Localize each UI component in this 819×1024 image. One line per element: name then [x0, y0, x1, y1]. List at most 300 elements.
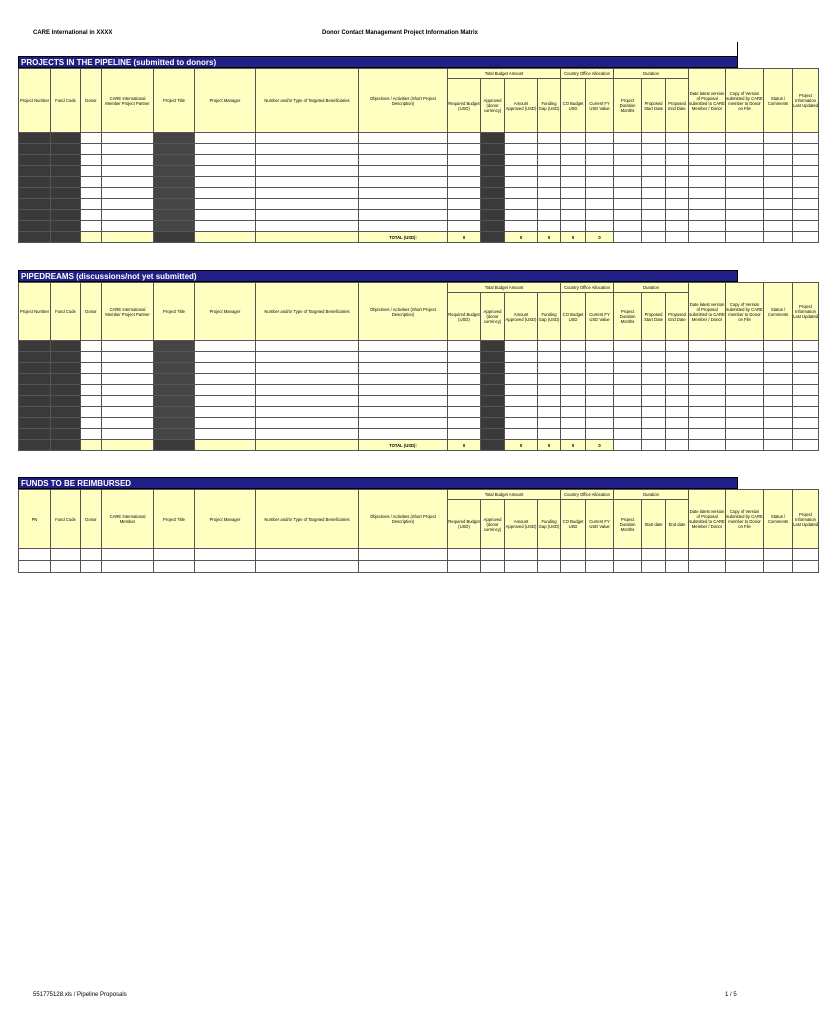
table-cell[interactable] [586, 418, 614, 429]
table-cell[interactable] [102, 363, 154, 374]
table-cell[interactable] [505, 561, 538, 573]
table-cell[interactable] [154, 133, 195, 144]
table-cell[interactable] [689, 407, 726, 418]
table-cell[interactable] [793, 418, 819, 429]
table-cell[interactable] [666, 199, 689, 210]
table-cell[interactable] [726, 177, 764, 188]
table-cell[interactable] [538, 144, 561, 155]
table-cell[interactable] [448, 144, 481, 155]
table-cell[interactable] [256, 199, 359, 210]
table-cell[interactable] [614, 210, 642, 221]
table-cell[interactable] [81, 561, 102, 573]
table-cell[interactable] [586, 210, 614, 221]
table-cell[interactable] [586, 177, 614, 188]
table-cell[interactable] [481, 188, 505, 199]
table-cell[interactable] [642, 199, 666, 210]
table-cell[interactable] [19, 363, 51, 374]
table-cell[interactable] [359, 407, 448, 418]
table-cell[interactable] [726, 188, 764, 199]
table-cell[interactable] [586, 199, 614, 210]
table-cell[interactable] [481, 561, 505, 573]
table-cell[interactable] [689, 549, 726, 561]
table-cell[interactable] [505, 166, 538, 177]
table-cell[interactable] [666, 352, 689, 363]
table-cell[interactable] [195, 418, 256, 429]
table-cell[interactable] [642, 341, 666, 352]
table-cell[interactable] [81, 221, 102, 232]
table-cell[interactable] [81, 155, 102, 166]
table-cell[interactable] [359, 549, 448, 561]
table-cell[interactable] [481, 177, 505, 188]
table-cell[interactable] [51, 418, 81, 429]
table-cell[interactable] [154, 341, 195, 352]
table-cell[interactable] [561, 396, 586, 407]
table-cell[interactable] [561, 561, 586, 573]
table-cell[interactable] [51, 155, 81, 166]
table-cell[interactable] [586, 133, 614, 144]
table-cell[interactable] [505, 177, 538, 188]
table-cell[interactable] [726, 396, 764, 407]
table-cell[interactable] [195, 341, 256, 352]
table-cell[interactable] [642, 407, 666, 418]
table-cell[interactable] [689, 385, 726, 396]
table-cell[interactable] [256, 429, 359, 440]
table-cell[interactable] [764, 352, 793, 363]
table-cell[interactable] [586, 363, 614, 374]
table-cell[interactable] [642, 352, 666, 363]
table-cell[interactable] [505, 374, 538, 385]
table-cell[interactable] [81, 385, 102, 396]
table-cell[interactable] [561, 341, 586, 352]
table-cell[interactable] [726, 210, 764, 221]
table-cell[interactable] [195, 155, 256, 166]
table-cell[interactable] [505, 144, 538, 155]
table-cell[interactable] [481, 155, 505, 166]
table-cell[interactable] [19, 396, 51, 407]
table-cell[interactable] [481, 352, 505, 363]
table-cell[interactable] [764, 385, 793, 396]
table-cell[interactable] [793, 177, 819, 188]
table-cell[interactable] [505, 549, 538, 561]
table-cell[interactable] [614, 396, 642, 407]
table-cell[interactable] [51, 177, 81, 188]
table-cell[interactable] [642, 363, 666, 374]
table-cell[interactable] [256, 221, 359, 232]
table-cell[interactable] [538, 341, 561, 352]
table-cell[interactable] [19, 144, 51, 155]
table-cell[interactable] [19, 418, 51, 429]
table-cell[interactable] [154, 363, 195, 374]
table-cell[interactable] [102, 385, 154, 396]
table-cell[interactable] [726, 561, 764, 573]
table-cell[interactable] [102, 396, 154, 407]
table-cell[interactable] [256, 407, 359, 418]
table-cell[interactable] [19, 155, 51, 166]
table-cell[interactable] [505, 221, 538, 232]
table-cell[interactable] [614, 166, 642, 177]
table-cell[interactable] [19, 429, 51, 440]
table-cell[interactable] [81, 341, 102, 352]
table-cell[interactable] [586, 407, 614, 418]
table-cell[interactable] [102, 177, 154, 188]
table-cell[interactable] [81, 133, 102, 144]
table-cell[interactable] [256, 188, 359, 199]
table-cell[interactable] [642, 221, 666, 232]
table-cell[interactable] [102, 352, 154, 363]
table-cell[interactable] [726, 144, 764, 155]
table-cell[interactable] [154, 188, 195, 199]
table-cell[interactable] [51, 385, 81, 396]
table-cell[interactable] [256, 561, 359, 573]
table-cell[interactable] [448, 177, 481, 188]
table-cell[interactable] [793, 210, 819, 221]
table-cell[interactable] [666, 133, 689, 144]
table-cell[interactable] [448, 155, 481, 166]
table-cell[interactable] [538, 199, 561, 210]
table-cell[interactable] [538, 374, 561, 385]
table-cell[interactable] [586, 144, 614, 155]
table-cell[interactable] [81, 188, 102, 199]
table-cell[interactable] [614, 549, 642, 561]
table-cell[interactable] [793, 221, 819, 232]
table-cell[interactable] [726, 352, 764, 363]
table-cell[interactable] [642, 429, 666, 440]
table-cell[interactable] [154, 177, 195, 188]
table-cell[interactable] [642, 210, 666, 221]
table-cell[interactable] [666, 418, 689, 429]
table-cell[interactable] [102, 341, 154, 352]
table-cell[interactable] [154, 155, 195, 166]
table-cell[interactable] [102, 166, 154, 177]
table-cell[interactable] [154, 549, 195, 561]
table-cell[interactable] [689, 341, 726, 352]
table-cell[interactable] [81, 429, 102, 440]
table-cell[interactable] [689, 144, 726, 155]
table-cell[interactable] [81, 418, 102, 429]
table-cell[interactable] [448, 199, 481, 210]
table-cell[interactable] [359, 561, 448, 573]
table-cell[interactable] [19, 385, 51, 396]
table-cell[interactable] [538, 177, 561, 188]
table-cell[interactable] [102, 221, 154, 232]
table-cell[interactable] [256, 166, 359, 177]
table-cell[interactable] [154, 210, 195, 221]
table-cell[interactable] [481, 166, 505, 177]
table-cell[interactable] [586, 155, 614, 166]
table-cell[interactable] [586, 549, 614, 561]
table-cell[interactable] [793, 396, 819, 407]
table-cell[interactable] [586, 561, 614, 573]
table-cell[interactable] [505, 363, 538, 374]
table-cell[interactable] [481, 549, 505, 561]
table-cell[interactable] [561, 374, 586, 385]
table-cell[interactable] [726, 155, 764, 166]
table-cell[interactable] [538, 221, 561, 232]
table-cell[interactable] [689, 210, 726, 221]
table-cell[interactable] [51, 374, 81, 385]
table-cell[interactable] [642, 188, 666, 199]
table-cell[interactable] [764, 561, 793, 573]
table-cell[interactable] [614, 561, 642, 573]
table-cell[interactable] [19, 341, 51, 352]
table-cell[interactable] [51, 549, 81, 561]
table-cell[interactable] [51, 188, 81, 199]
table-cell[interactable] [764, 549, 793, 561]
table-cell[interactable] [51, 133, 81, 144]
table-cell[interactable] [538, 549, 561, 561]
table-cell[interactable] [642, 133, 666, 144]
table-cell[interactable] [505, 155, 538, 166]
table-cell[interactable] [538, 561, 561, 573]
table-cell[interactable] [102, 407, 154, 418]
table-cell[interactable] [195, 210, 256, 221]
table-cell[interactable] [154, 352, 195, 363]
table-cell[interactable] [793, 561, 819, 573]
table-cell[interactable] [764, 374, 793, 385]
table-cell[interactable] [642, 144, 666, 155]
table-cell[interactable] [19, 188, 51, 199]
table-cell[interactable] [666, 374, 689, 385]
table-cell[interactable] [448, 561, 481, 573]
table-cell[interactable] [154, 199, 195, 210]
table-cell[interactable] [448, 374, 481, 385]
table-cell[interactable] [359, 177, 448, 188]
table-cell[interactable] [154, 407, 195, 418]
table-cell[interactable] [764, 155, 793, 166]
table-cell[interactable] [561, 177, 586, 188]
table-cell[interactable] [102, 155, 154, 166]
table-cell[interactable] [154, 221, 195, 232]
table-cell[interactable] [793, 549, 819, 561]
table-cell[interactable] [359, 385, 448, 396]
table-cell[interactable] [666, 429, 689, 440]
table-cell[interactable] [793, 341, 819, 352]
table-cell[interactable] [793, 429, 819, 440]
table-cell[interactable] [481, 221, 505, 232]
table-cell[interactable] [102, 188, 154, 199]
table-cell[interactable] [359, 429, 448, 440]
table-cell[interactable] [614, 363, 642, 374]
table-cell[interactable] [614, 352, 642, 363]
table-cell[interactable] [793, 363, 819, 374]
table-cell[interactable] [256, 385, 359, 396]
table-cell[interactable] [359, 341, 448, 352]
table-cell[interactable] [538, 407, 561, 418]
table-cell[interactable] [51, 210, 81, 221]
table-cell[interactable] [154, 396, 195, 407]
table-cell[interactable] [538, 429, 561, 440]
table-cell[interactable] [505, 396, 538, 407]
table-cell[interactable] [561, 549, 586, 561]
table-cell[interactable] [642, 549, 666, 561]
table-cell[interactable] [51, 144, 81, 155]
table-cell[interactable] [195, 177, 256, 188]
table-cell[interactable] [19, 549, 51, 561]
table-cell[interactable] [614, 418, 642, 429]
table-cell[interactable] [793, 385, 819, 396]
table-cell[interactable] [614, 429, 642, 440]
table-cell[interactable] [764, 199, 793, 210]
table-cell[interactable] [359, 144, 448, 155]
table-cell[interactable] [481, 363, 505, 374]
table-cell[interactable] [195, 166, 256, 177]
table-cell[interactable] [689, 166, 726, 177]
table-cell[interactable] [51, 166, 81, 177]
table-cell[interactable] [481, 199, 505, 210]
table-cell[interactable] [102, 133, 154, 144]
table-cell[interactable] [764, 396, 793, 407]
table-cell[interactable] [689, 363, 726, 374]
table-cell[interactable] [195, 429, 256, 440]
table-cell[interactable] [505, 407, 538, 418]
table-cell[interactable] [726, 199, 764, 210]
table-cell[interactable] [195, 396, 256, 407]
table-cell[interactable] [793, 199, 819, 210]
table-cell[interactable] [689, 133, 726, 144]
table-cell[interactable] [256, 155, 359, 166]
table-cell[interactable] [561, 429, 586, 440]
table-cell[interactable] [793, 133, 819, 144]
table-cell[interactable] [793, 155, 819, 166]
table-cell[interactable] [19, 561, 51, 573]
table-cell[interactable] [586, 374, 614, 385]
table-cell[interactable] [256, 374, 359, 385]
table-cell[interactable] [195, 352, 256, 363]
table-cell[interactable] [195, 561, 256, 573]
table-cell[interactable] [256, 133, 359, 144]
table-cell[interactable] [448, 396, 481, 407]
table-cell[interactable] [359, 363, 448, 374]
table-cell[interactable] [764, 133, 793, 144]
table-cell[interactable] [793, 188, 819, 199]
table-cell[interactable] [614, 374, 642, 385]
table-cell[interactable] [102, 549, 154, 561]
table-cell[interactable] [81, 199, 102, 210]
table-cell[interactable] [81, 549, 102, 561]
table-cell[interactable] [538, 166, 561, 177]
table-cell[interactable] [538, 385, 561, 396]
table-cell[interactable] [666, 144, 689, 155]
table-cell[interactable] [614, 199, 642, 210]
table-cell[interactable] [481, 407, 505, 418]
table-cell[interactable] [689, 199, 726, 210]
table-cell[interactable] [538, 352, 561, 363]
table-cell[interactable] [689, 374, 726, 385]
table-cell[interactable] [19, 199, 51, 210]
table-cell[interactable] [19, 221, 51, 232]
table-cell[interactable] [561, 133, 586, 144]
table-cell[interactable] [51, 199, 81, 210]
table-cell[interactable] [793, 166, 819, 177]
table-cell[interactable] [505, 341, 538, 352]
table-cell[interactable] [614, 144, 642, 155]
table-cell[interactable] [642, 396, 666, 407]
table-cell[interactable] [481, 385, 505, 396]
table-cell[interactable] [154, 418, 195, 429]
table-cell[interactable] [448, 549, 481, 561]
table-cell[interactable] [726, 133, 764, 144]
table-cell[interactable] [666, 363, 689, 374]
table-cell[interactable] [154, 385, 195, 396]
table-cell[interactable] [793, 407, 819, 418]
table-cell[interactable] [448, 166, 481, 177]
table-cell[interactable] [19, 374, 51, 385]
table-cell[interactable] [359, 418, 448, 429]
table-cell[interactable] [481, 396, 505, 407]
table-cell[interactable] [481, 341, 505, 352]
table-cell[interactable] [689, 221, 726, 232]
table-cell[interactable] [561, 210, 586, 221]
table-cell[interactable] [561, 166, 586, 177]
table-cell[interactable] [448, 429, 481, 440]
table-cell[interactable] [666, 188, 689, 199]
table-cell[interactable] [256, 341, 359, 352]
table-cell[interactable] [195, 374, 256, 385]
table-cell[interactable] [448, 341, 481, 352]
table-cell[interactable] [726, 341, 764, 352]
table-cell[interactable] [764, 166, 793, 177]
table-cell[interactable] [19, 407, 51, 418]
table-cell[interactable] [793, 144, 819, 155]
table-cell[interactable] [195, 133, 256, 144]
table-cell[interactable] [505, 385, 538, 396]
table-cell[interactable] [448, 133, 481, 144]
table-cell[interactable] [359, 396, 448, 407]
table-cell[interactable] [195, 144, 256, 155]
table-cell[interactable] [642, 374, 666, 385]
table-cell[interactable] [689, 352, 726, 363]
table-cell[interactable] [793, 374, 819, 385]
table-cell[interactable] [102, 144, 154, 155]
table-cell[interactable] [561, 221, 586, 232]
table-cell[interactable] [614, 341, 642, 352]
table-cell[interactable] [81, 396, 102, 407]
table-cell[interactable] [51, 429, 81, 440]
table-cell[interactable] [764, 221, 793, 232]
table-cell[interactable] [538, 188, 561, 199]
table-cell[interactable] [726, 374, 764, 385]
table-cell[interactable] [256, 549, 359, 561]
table-cell[interactable] [614, 177, 642, 188]
table-cell[interactable] [359, 221, 448, 232]
table-cell[interactable] [642, 561, 666, 573]
table-cell[interactable] [505, 352, 538, 363]
table-cell[interactable] [256, 396, 359, 407]
table-cell[interactable] [689, 177, 726, 188]
table-cell[interactable] [586, 166, 614, 177]
table-cell[interactable] [586, 188, 614, 199]
table-cell[interactable] [538, 396, 561, 407]
table-cell[interactable] [256, 144, 359, 155]
table-cell[interactable] [666, 407, 689, 418]
table-cell[interactable] [81, 363, 102, 374]
table-cell[interactable] [726, 407, 764, 418]
table-cell[interactable] [561, 385, 586, 396]
table-cell[interactable] [505, 429, 538, 440]
table-cell[interactable] [666, 155, 689, 166]
table-cell[interactable] [689, 155, 726, 166]
table-cell[interactable] [726, 221, 764, 232]
table-cell[interactable] [81, 144, 102, 155]
table-cell[interactable] [81, 166, 102, 177]
table-cell[interactable] [448, 418, 481, 429]
table-cell[interactable] [359, 133, 448, 144]
table-cell[interactable] [448, 221, 481, 232]
table-cell[interactable] [51, 407, 81, 418]
table-cell[interactable] [689, 561, 726, 573]
table-cell[interactable] [586, 429, 614, 440]
table-cell[interactable] [359, 210, 448, 221]
